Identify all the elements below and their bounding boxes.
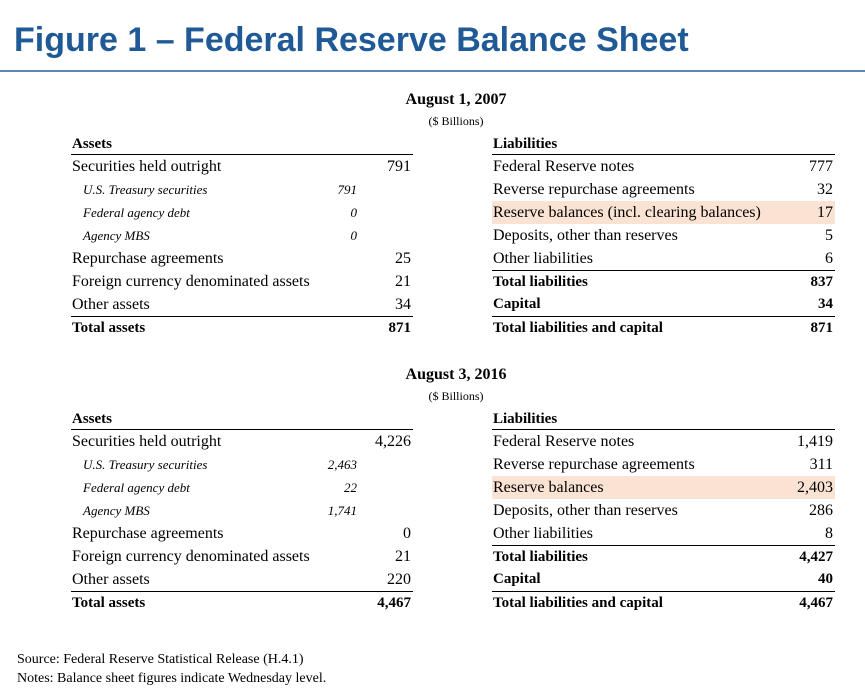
table-row (71, 178, 413, 201)
table-row (71, 545, 413, 568)
table-row (492, 522, 835, 545)
row-label: Other liabilities (493, 525, 593, 542)
row-label: Reserve balances (incl. clearing balances) (493, 204, 761, 221)
table-row (71, 476, 413, 499)
table-row (492, 499, 835, 522)
row-value: 4,467 (799, 595, 833, 611)
table-row (71, 453, 413, 476)
row-label: Repurchase agreements (72, 525, 224, 542)
row-value: 791 (387, 158, 411, 175)
row-value: 21 (395, 273, 411, 290)
row-label: Other liabilities (493, 250, 593, 267)
row-value: 34 (395, 296, 411, 313)
table-row (71, 293, 413, 316)
table-row (71, 499, 413, 522)
row-label: Federal agency debt (83, 480, 190, 495)
row-value: 777 (809, 158, 833, 175)
row-value: 4,226 (375, 433, 411, 450)
table-row (492, 430, 835, 453)
total-row (71, 316, 413, 339)
row-label: Federal Reserve notes (493, 433, 635, 450)
table-row (492, 568, 835, 591)
row-value: 17 (817, 204, 833, 221)
row-value: 8 (825, 525, 833, 542)
row-label: Capital (493, 571, 541, 587)
total-row (492, 316, 835, 339)
row-value: 871 (810, 320, 833, 336)
row-value: 0 (350, 205, 357, 220)
assets-header: Assets (71, 409, 413, 430)
section-unit: ($ Billions) (428, 389, 484, 403)
assets-table (71, 409, 413, 614)
row-label: U.S. Treasury securities (83, 182, 208, 197)
total-row (492, 270, 835, 293)
row-label: Agency MBS (83, 503, 150, 518)
row-value: 25 (395, 250, 411, 267)
table-row (71, 270, 413, 293)
row-label: Repurchase agreements (72, 250, 224, 267)
table-row (492, 155, 835, 178)
footer-notes (17, 650, 326, 688)
row-label: Deposits, other than reserves (493, 502, 678, 519)
liabilities-header: Liabilities (492, 409, 835, 430)
row-label: Total assets (72, 595, 146, 611)
row-label: Capital (493, 296, 541, 312)
row-value: 286 (809, 502, 833, 519)
row-value: 22 (344, 480, 357, 495)
row-value: 40 (818, 571, 833, 587)
row-value: 0 (403, 525, 411, 542)
source-note: Source: Federal Reserve Statistical Release (H.4.1) (17, 652, 304, 667)
row-label: Total liabilities and capital (493, 320, 663, 336)
table-row (71, 201, 413, 224)
liabilities-table (492, 409, 835, 614)
section-unit: ($ Billions) (428, 114, 484, 128)
row-label: Total liabilities (493, 274, 588, 290)
notes-text: Notes: Balance sheet figures indicate Wednesday level. (17, 671, 327, 686)
highlighted-row (492, 201, 835, 224)
row-label: Federal Reserve notes (493, 158, 635, 175)
liabilities-table (492, 134, 835, 339)
table-row (71, 247, 413, 270)
row-label: U.S. Treasury securities (83, 457, 208, 472)
section-date: August 1, 2007 (405, 91, 507, 108)
row-value: 2,403 (797, 479, 833, 496)
row-label: Deposits, other than reserves (493, 227, 678, 244)
table-row (492, 453, 835, 476)
row-value: 871 (388, 320, 411, 336)
table-row (492, 224, 835, 247)
table-row (71, 430, 413, 453)
row-value: 5 (825, 227, 833, 244)
row-value: 1,419 (797, 433, 833, 450)
row-label: Total assets (72, 320, 146, 336)
row-value: 21 (395, 548, 411, 565)
table-row (71, 568, 413, 591)
row-label: Foreign currency denominated assets (72, 548, 310, 565)
row-value: 837 (810, 274, 833, 290)
row-label: Securities held outright (72, 158, 222, 175)
liabilities-header: Liabilities (492, 134, 835, 155)
table-row (492, 247, 835, 270)
row-label: Reverse repurchase agreements (493, 181, 695, 198)
row-value: 2,463 (327, 457, 357, 472)
table-row (492, 178, 835, 201)
row-label: Securities held outright (72, 433, 222, 450)
row-value: 311 (809, 456, 833, 473)
row-label: Reserve balances (493, 479, 604, 496)
title-divider (0, 70, 865, 72)
row-value: 32 (817, 181, 833, 198)
row-label: Foreign currency denominated assets (72, 273, 310, 290)
total-row (492, 545, 835, 568)
row-value: 1,741 (327, 503, 357, 518)
assets-table (71, 134, 413, 339)
row-value: 34 (818, 296, 833, 312)
row-value: 0 (350, 228, 357, 243)
row-value: 6 (825, 250, 833, 267)
row-label: Reverse repurchase agreements (493, 456, 695, 473)
assets-header: Assets (71, 134, 413, 155)
row-label: Other assets (72, 571, 150, 588)
page-title: Figure 1 – Federal Reserve Balance Sheet (14, 21, 689, 59)
table-row (71, 224, 413, 247)
total-row (492, 591, 835, 614)
table-row (71, 155, 413, 178)
row-value: 4,427 (799, 549, 833, 565)
highlighted-row (492, 476, 835, 499)
section-date: August 3, 2016 (405, 366, 507, 383)
row-label: Agency MBS (83, 228, 150, 243)
row-value: 220 (387, 571, 411, 588)
row-value: 4,467 (377, 595, 411, 611)
table-row (492, 293, 835, 316)
row-label: Total liabilities and capital (493, 595, 663, 611)
row-label: Other assets (72, 296, 150, 313)
total-row (71, 591, 413, 614)
row-label: Total liabilities (493, 549, 588, 565)
row-value: 791 (337, 182, 357, 197)
table-row (71, 522, 413, 545)
row-label: Federal agency debt (83, 205, 190, 220)
